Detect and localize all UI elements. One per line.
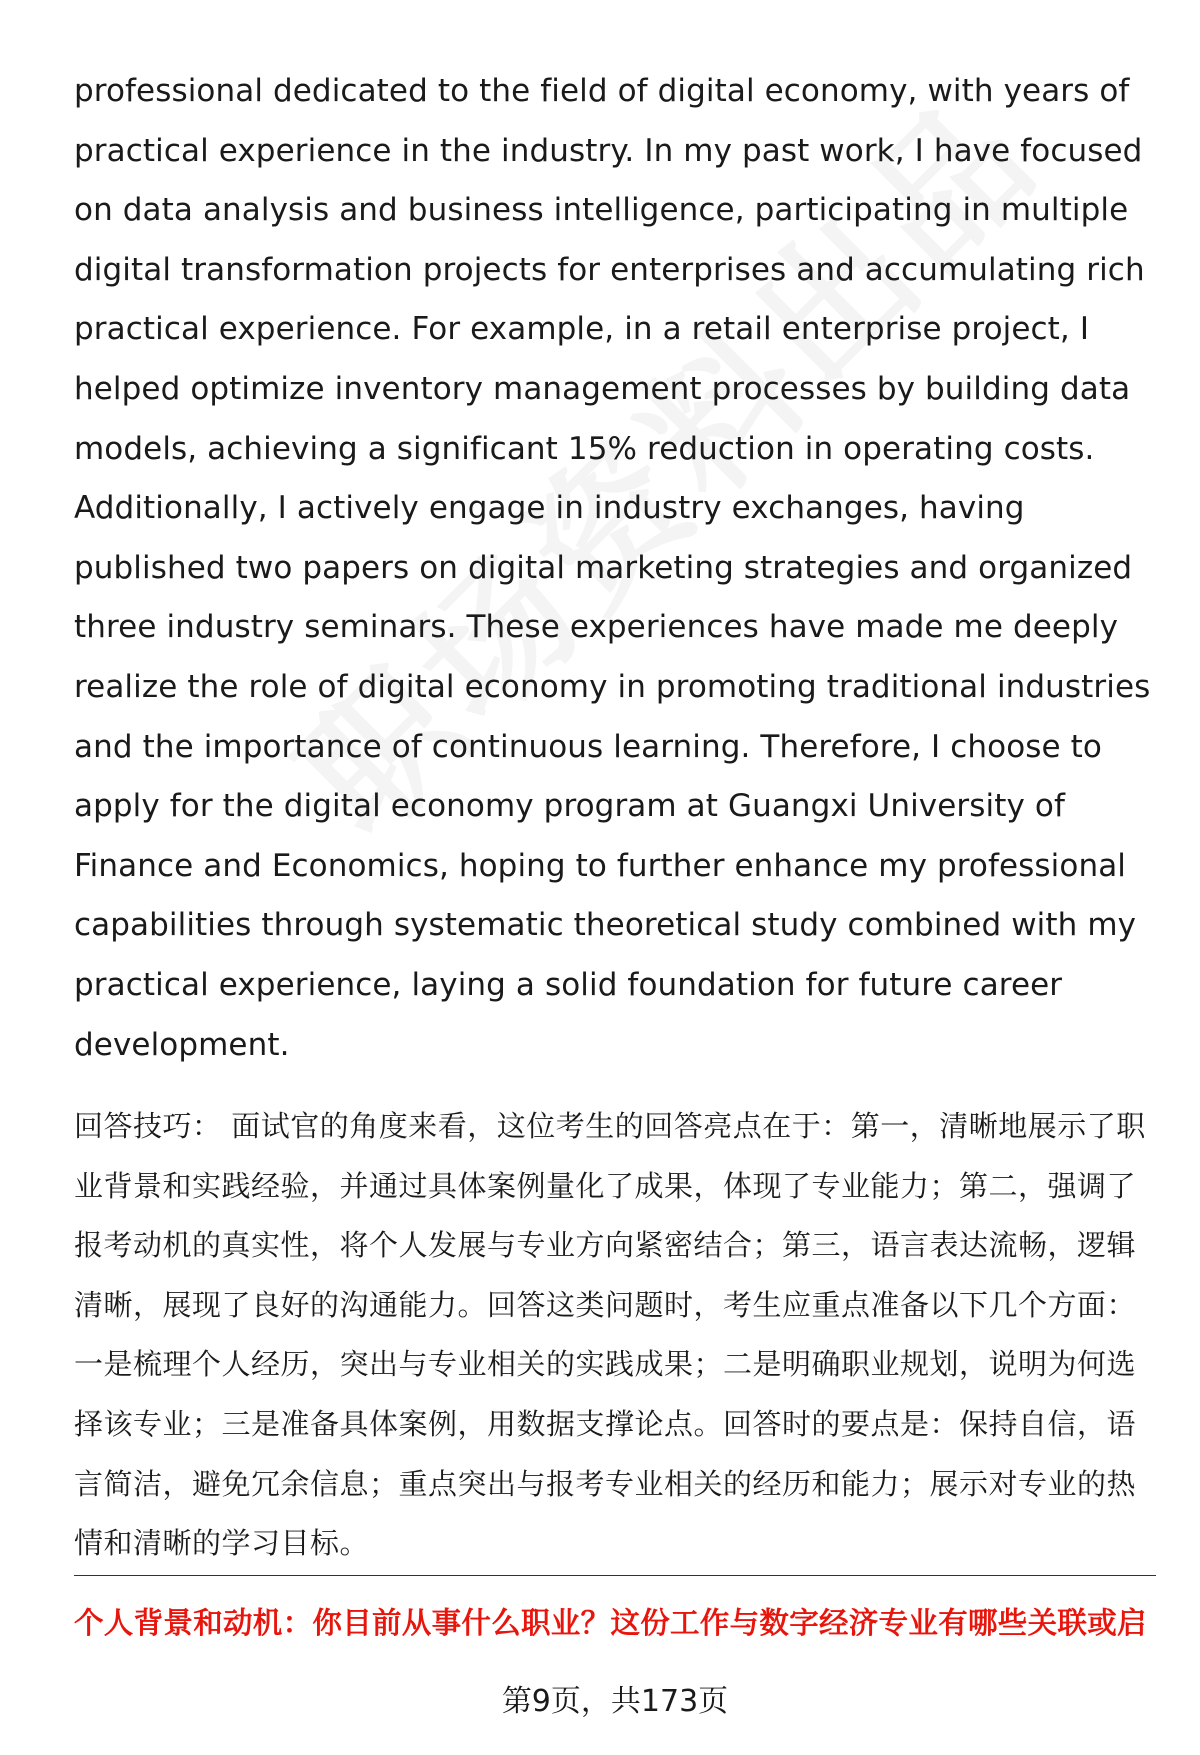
section-divider: [74, 1575, 1156, 1576]
answer-paragraph: professional dedicated to the field of digital economy, with years of practical experience in the industry. In my past work, I have focused on data analysis and business intelligence, participating in multiple digital transformation projects for enterprises and accumulating rich practical experience. For example, in a retail enterprise project, I helped optimize inventory management processes by building data models, achieving a significant 15% reduction in operating costs. Additionally, I actively engage in industry exchanges, having published two papers on digital marketing strategies and organized three industry seminars. These experiences have made me deeply realize the role of digital economy in promoting traditional industries and the importance of continuous learning. Therefore, I choose to apply for the digital economy program at Guangxi University of Finance and Economics, hoping to further enhance my professional capabilities through systematic theoretical study combined with my practical experience, laying a solid foundation for future career development.: [74, 73, 1151, 1063]
document-body: [74, 62, 1154, 1574]
answer-tips-paragraph: 回答技巧： 面试官的角度来看，这位考生的回答亮点在于：第一，清晰地展示了职业背景和实践经验，并通过具体案例量化了成果，体现了专业能力；第二，强调了报考动机的真实性，将个人发展与专业方向紧密结合；第三，语言表达流畅，逻辑清晰，展现了良好的沟通能力。回答这类问题时，考生应重点准备以下几个方面：一是梳理个人经历，突出与专业相关的实践成果；二是明确职业规划，说明为何选择该专业；三是准备具体案例，用数据支撑论点。回答时的要点是：保持自信，语言简洁，避免冗余信息；重点突出与报考专业相关的经历和能力；展示对专业的热情和清晰的学习目标。: [74, 1109, 1146, 1561]
page-number: 第9页，共173页: [501, 1684, 729, 1719]
next-question-heading: 个人背景和动机：你目前从事什么职业？这份工作与数字经济专业有哪些关联或启: [74, 1606, 1147, 1640]
